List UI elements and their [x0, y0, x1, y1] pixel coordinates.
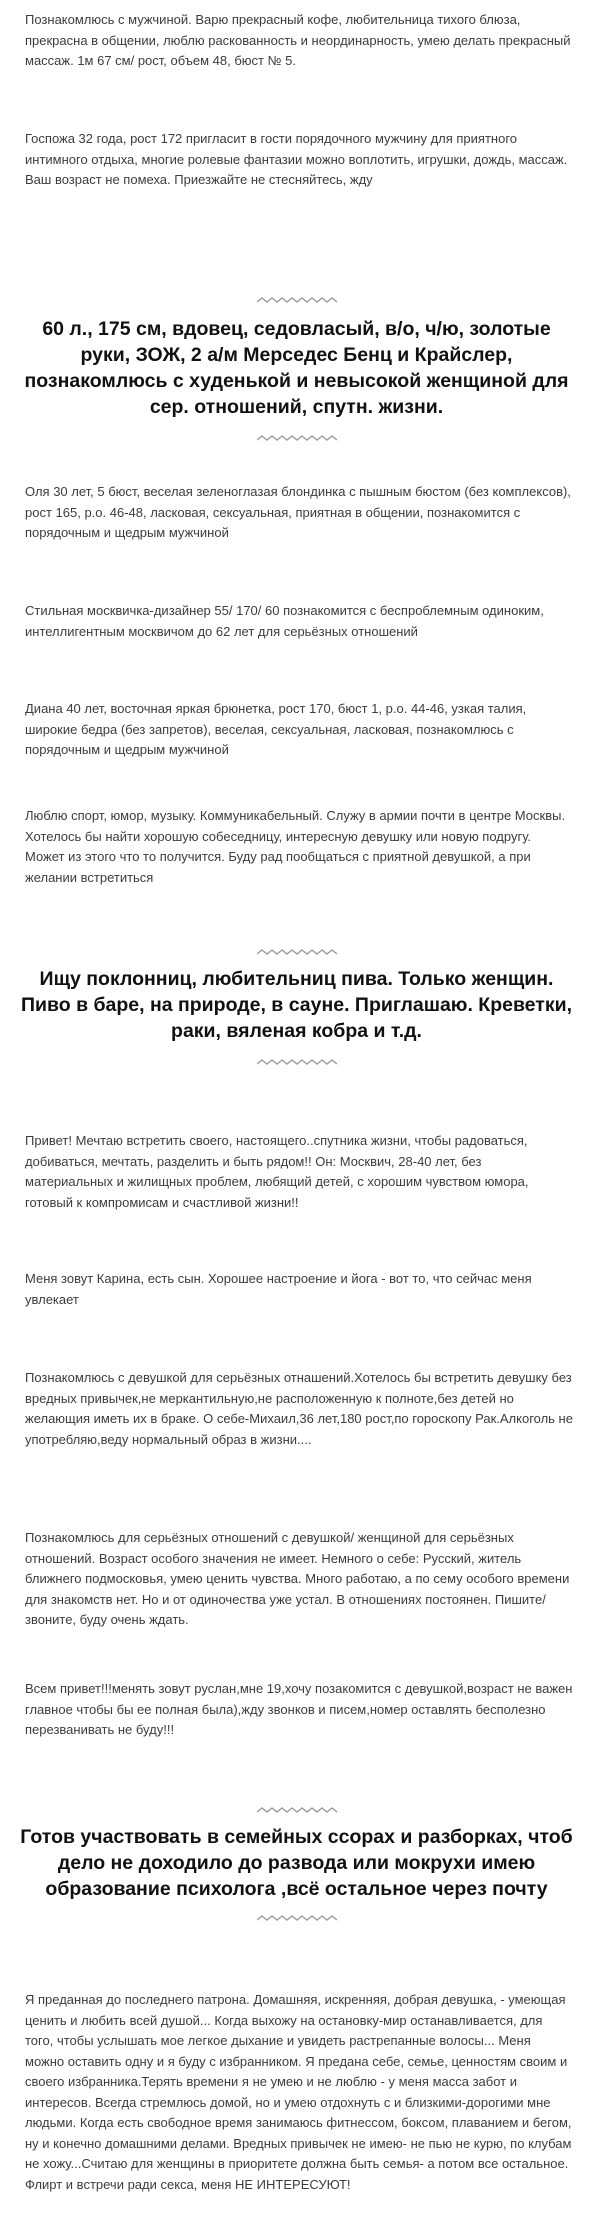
ad-text: Диана 40 лет, восточная яркая брюнетка, рост 170, бюст 1, р.о. 44-46, узкая талия, широкие бедра (без запретов), веселая, сексуальная, ласковая, познакомлюсь с порядочным и щедрым мужчиной: [25, 701, 527, 757]
featured-ad-title: Ищу поклонниц, любительниц пива. Только женщин. Пиво в баре, на природе, в сауне. Приглашаю. Креветки, раки, вяленая кобра и т.д.: [21, 968, 572, 1042]
ad-text: Меня зовут Карина, есть сын. Хорошее настроение и йога - вот то, что сейчас меня увлекает: [25, 1271, 532, 1307]
zigzag-divider-icon: [257, 1058, 337, 1066]
featured-ad-title: Готов участвовать в семейных ссорах и разборках, чтоб дело не доходило до развода или мокрухи имею образование психолога ,всё остальное через почту: [20, 1826, 573, 1900]
ad-text: Привет! Мечтаю встретить своего, настоящего..спутника жизни, чтобы радоваться, добиваться, мечтать, разделить и быть рядом!! Он: Москвич, 28-40 лет, без материальных и жилищных проблем, любящий детей, с хорошим чувством юмора, готовый к компромисам и счастливой жизни!!: [25, 1133, 529, 1210]
ad-text: Всем привет!!!менять зовут руслан,мне 19,хочу позакомится с девушкой,возраст не важен главное чтобы бы ее полная была),жду звонков и писем,номер оставлять бесполезно перезванивать не буду!!!: [25, 1681, 573, 1737]
ad-text: Госпожа 32 года, рост 172 пригласит в гости порядочного мужчину для приятного интимного отдыха, многие ролевые фантазии можно воплотить, игрушки, дождь, массаж. Ваш возраст не помеха. Приезжайте не стесняйтесь, жду: [25, 131, 568, 187]
zigzag-divider-icon: [257, 1914, 337, 1922]
featured-ad-title: 60 л., 175 см, вдовец, седовласый, в/о, ч/ю, золотые руки, ЗОЖ, 2 а/м Мерседес Бенц и Крайслер, познакомлюсь с худенькой и невысокой женщиной для сер. отношений, спутн. жизни.: [24, 318, 569, 418]
ad-text: Стильная москвичка-дизайнер 55/ 170/ 60 познакомится с беспроблемным одиноким, интеллигентным москвичом до 62 лет для серьёзных отношений: [25, 603, 544, 639]
ad-text: Познакомлюсь для серьёзных отношений с девушкой/ женщиной для серьёзных отношений. Возраст особого значения не имеет. Немного о себе: Русский, житель ближнего подмосковья, умею ценить чувства. Много работаю, а по сему особого времени для знакомств нет. Но и от одиночества уже устал. В отношениях постоянен. Пишите/ звоните, буду очень ждать.: [25, 1530, 570, 1627]
ad-text: Люблю спорт, юмор, музыку. Коммуникабельный. Служу в армии почти в центре Москвы. Хотелось бы найти хорошую собеседницу, интересную девушку или новую подругу. Может из этого что то получится. Буду рад пообщаться с приятной девушкой, а при желании встретиться: [25, 808, 566, 885]
featured-ad: [20, 1806, 573, 1922]
ad-text: Познакомлюсь с мужчиной. Варю прекрасный кофе, любительница тихого блюза, прекрасна в общении, люблю раскованность и неординарность, умею делать прекрасный массаж. 1м 67 см/ рост, объем 48, бюст № 5.: [25, 12, 571, 68]
decorative-divider-icon: [257, 296, 337, 304]
decorative-divider-icon: [257, 1806, 337, 1814]
ad-text: Познакомлюсь с девушкой для серьёзных отнашений.Хотелось бы встретить девушку без вредных привычек,не меркантильную,не расположенную к полноте,без детей но желающия иметь их в браке. О себе-Михаил,36 лет,180 рост,по гороскопу Рак.Алкоголь не употребляю,веду нормальный образ в жизни....: [25, 1370, 573, 1447]
decorative-divider-icon: [257, 948, 337, 956]
zigzag-divider-icon: [257, 434, 337, 442]
featured-ad: [20, 296, 573, 442]
ad-text: Оля 30 лет, 5 бюст, веселая зеленоглазая блондинка с пышным бюстом (без комплексов), рост 165, р.о. 46-48, ласковая, сексуальная, приятная в общении, познакомится с порядочным и щедрым мужчиной: [25, 484, 571, 540]
featured-ad: [20, 948, 573, 1066]
ad-text: Я преданная до последнего патрона. Домашняя, искренняя, добрая девушка, - умеющая ценить и любить всей душой... Когда выхожу на остановку-мир останавливается, для того, чтобы услышать мое легкое дыхание и увидеть растрепанные волосы... Меня можно оставить одну и я буду с избранником. Я предана себе, семье, ценностям своим и своего избранника.Терять времени я не умею и не люблю - у меня масса забот и интересов. Всегда стремлюсь домой, но и умею отдохнуть с и близкими-дорогими мне людьми. Когда есть свободное время занимаюсь фитнессом, боксом, плаванием и бегом, ну и конечно домашними делами. Вредных привычек не имею- не пью не курю, по клубам не хожу...Считаю для женщины в приоритете должна быть семья- а потом все остальное. Флирт и встречи ради секса, меня НЕ ИНТЕРЕСУЮТ!: [25, 1992, 572, 2192]
